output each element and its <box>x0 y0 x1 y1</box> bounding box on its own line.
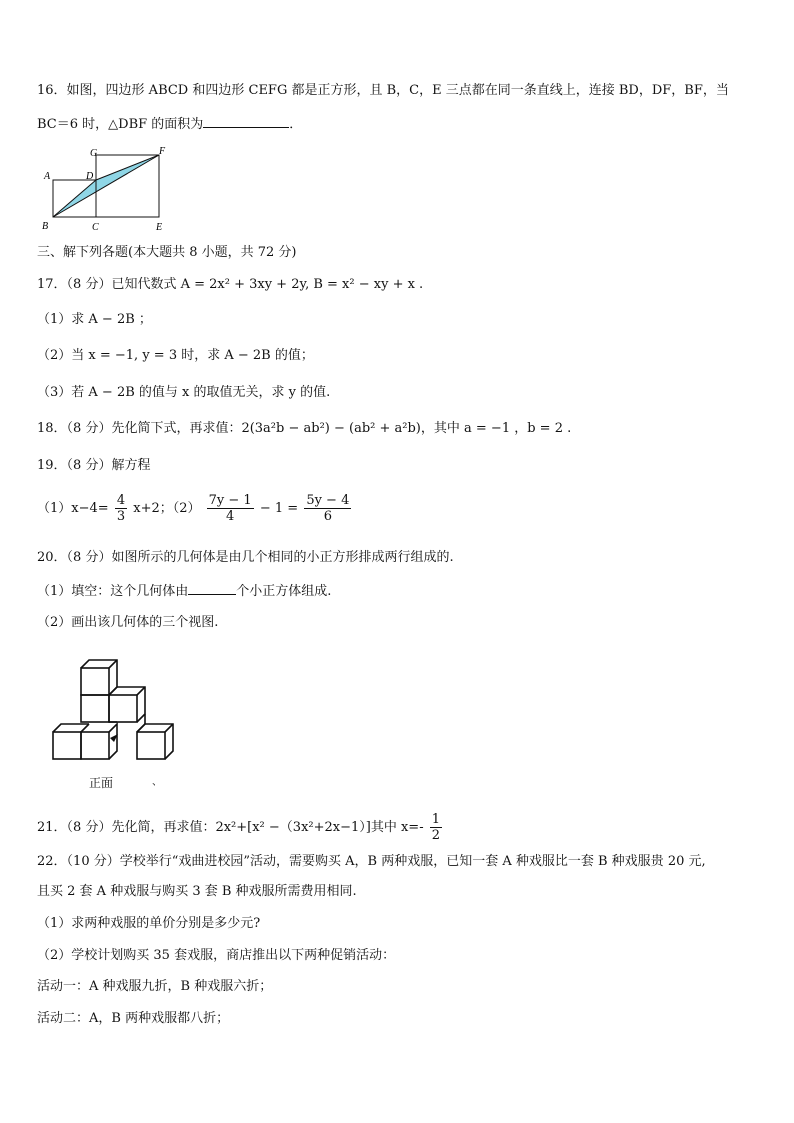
q17-part3: （3）若 A − 2B 的值与 x 的取值无关，求 y 的值. <box>37 385 331 400</box>
q19-eq1-pre: （1）x−4= <box>37 501 109 516</box>
q20-part1-text: （1）填空：这个几何体由 <box>37 584 189 599</box>
q19-eq2-mid: − 1 = <box>259 501 299 516</box>
label-b: B <box>42 221 49 232</box>
q21-fraction: $\frac{1}{2}$ <box>431 812 441 843</box>
front-view-label: 正面 <box>89 776 114 790</box>
q17-part2: （2）当 x = −1, y = 3 时，求 A − 2B 的值； <box>37 348 314 363</box>
label-a: A <box>44 171 51 182</box>
label-g: G <box>90 148 98 159</box>
q16-line2 <box>37 113 302 135</box>
q22-part2: （2）学校计划购买 35 套戏服，商店推出以下两种促销活动： <box>37 948 396 963</box>
label-c: C <box>92 222 99 233</box>
label-d: D <box>86 171 94 182</box>
q19-stem: 19．（8 分）解方程 <box>37 458 151 473</box>
q21-text: 21．（8 分）先化简，再求值：2x²+[x² −（3x²+2x−1）]其中 x=- <box>37 820 424 835</box>
q19-equations <box>37 493 353 524</box>
q20-part1-text2: 个小正方体组成. <box>236 584 332 599</box>
q22-activity1: 活动一：A 种戏服九折，B 种戏服六折； <box>37 979 273 994</box>
q16-line1: 16．如图，四边形 ABCD 和四边形 CEFG 都是正方形，且 B，C，E 三点都在同一条直线上，连接 BD，DF，BF，当 <box>37 83 729 98</box>
section-heading: 三、解下列各题(本大题共 8 小题，共 72 分) <box>37 245 297 260</box>
segment-bf <box>53 155 159 217</box>
q20-stem: 20．（8 分）如图所示的几何体是由几个相同的小正方形排成两行组成的. <box>37 550 454 565</box>
answer-blank[interactable] <box>188 580 236 595</box>
q17-part1: （1）求 A − 2B ； <box>37 312 152 327</box>
q20-cube-figure <box>48 656 178 766</box>
q22-line2: 且买 2 套 A 种戏服与购买 3 套 B 种戏服所需费用相同. <box>37 884 357 899</box>
answer-blank[interactable] <box>203 113 289 128</box>
q19-eq2-fraction-right: $\frac{5y - 4}{6}$ <box>306 493 350 524</box>
segment-bd <box>53 180 96 217</box>
q16-period: ． <box>289 117 303 132</box>
q22-part1: （1）求两种戏服的单价分别是多少元? <box>37 916 261 931</box>
q20-part1 <box>37 580 331 602</box>
label-f: F <box>159 146 166 157</box>
stray-mark: 、 <box>152 777 162 788</box>
q22-activity2: 活动二：A，B 两种戏服都八折； <box>37 1011 230 1026</box>
q19-eq2-fraction-left: $\frac{7y - 1}{4}$ <box>208 493 252 524</box>
segment-df <box>96 155 159 180</box>
label-e: E <box>156 222 163 233</box>
q16-figure <box>38 146 173 234</box>
q17-stem: 17．（8 分）已知代数式 A = 2x² + 3xy + 2y, B = x² − xy + x . <box>37 277 424 292</box>
q19-eq1-post: x+2；（2） <box>133 501 201 516</box>
q21-line <box>37 812 444 843</box>
q16-line2-text: BC＝6 时，△DBF 的面积为 <box>37 117 204 132</box>
q20-part2: （2）画出该几何体的三个视图. <box>37 615 219 630</box>
q18-text: 18．（8 分）先化简下式，再求值：2(3a²b − ab²) − (ab² + a²b)，其中 a = −1 ，b = 2 . <box>37 421 572 436</box>
q22-line1: 22．（10 分）学校举行“戏曲进校园”活动，需要购买 A，B 两种戏服，已知一套 A 种戏服比一套 B 种戏服贵 20 元, <box>37 854 706 869</box>
q19-eq1-fraction: $\frac{4}{3}$ <box>116 493 126 524</box>
